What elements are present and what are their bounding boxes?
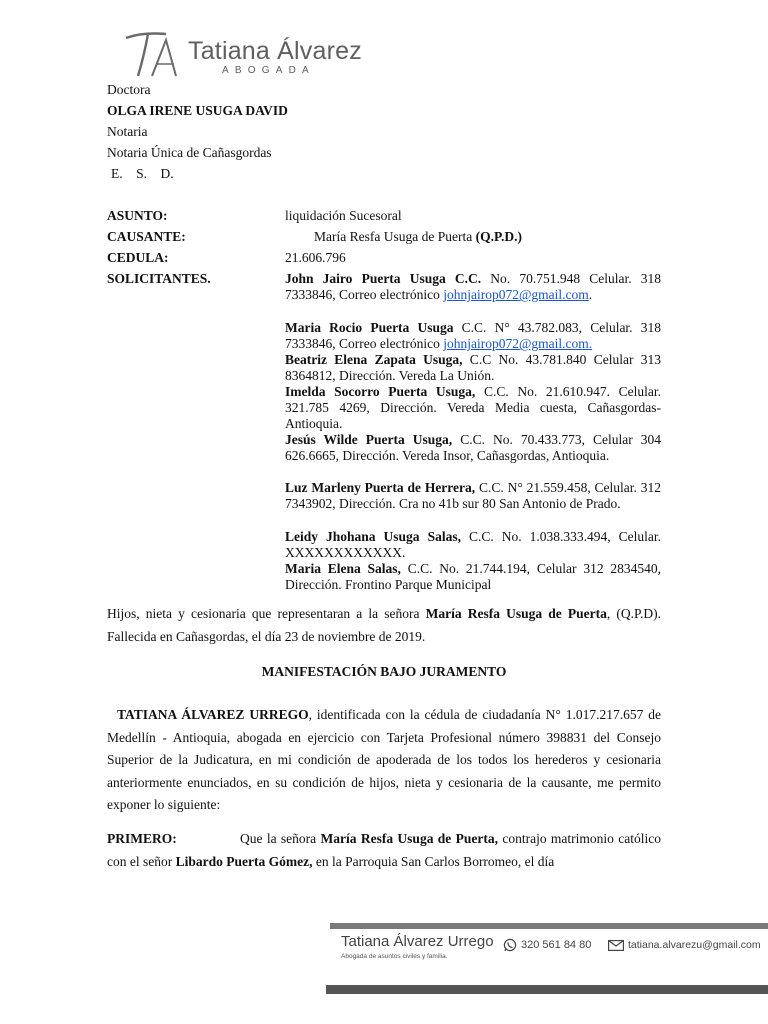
footer-phone: 320 561 84 80: [521, 939, 592, 951]
asunto-label: ASUNTO:: [107, 208, 168, 223]
solicitante-2: Maria Rocio Puerta Usuga C.C. N° 43.782.083, Celular. 318 7333846, Correo electrónico johnjairop072@gmail.com.: [285, 320, 661, 352]
asunto-value: liquidación Sucesoral: [285, 208, 402, 223]
footer-subtitle: Abogada de asuntos civiles y familia.: [341, 953, 448, 960]
solicitante-4: Imelda Socorro Puerta Usuga, C.C. No. 21.610.947. Celular. 321.785 4269, Dirección. Vereda Media cuesta, Cañasgordas-Antioquia.: [285, 384, 661, 432]
recipient-name: OLGA IRENE USUGA DAVID: [107, 103, 288, 118]
email-link[interactable]: johnjairop072@gmail.com.: [443, 336, 593, 352]
footer-divider-bottom: [326, 985, 768, 994]
whatsapp-icon: [503, 938, 517, 952]
cedula-label: CEDULA:: [107, 250, 169, 265]
logo-name: Tatiana Álvarez: [188, 37, 362, 65]
solicitante-8: Maria Elena Salas, C.C. No. 21.744.194, Celular 312 2834540, Dirección. Frontino Parque Municipal: [285, 561, 661, 593]
recipient-role: Notaria: [107, 124, 148, 139]
solicitante-6: Luz Marleny Puerta de Herrera, C.C. N° 21.559.458, Celular. 312 7343902, Dirección. Cra no 41b sur 80 San Antonio de Prado.: [285, 480, 661, 512]
footer-email: tatiana.alvarezu@gmail.com: [628, 939, 761, 951]
solicitante-1: John Jairo Puerta Usuga C.C. No. 70.751.948 Celular. 318 7333846, Correo electrónico johnjairop072@gmail.com.: [285, 271, 661, 303]
solicitante-3: Beatriz Elena Zapata Usuga, C.C No. 43.781.840 Celular 313 8364812, Dirección. Vereda La Unión.: [285, 352, 661, 384]
footer-name: Tatiana Álvarez Urrego: [341, 933, 494, 950]
solicitante-7: Leidy Jhohana Usuga Salas, C.C. No. 1.038.333.494, Celular. XXXXXXXXXXXX.: [285, 529, 662, 561]
intro-paragraph: Hijos, nieta y cesionaria que representaran a la señora María Resfa Usuga de Puerta, (Q.P.D). Fallecida en Cañasgordas, el día 23 de noviembre de 2019.: [107, 606, 661, 644]
causante-value: María Resfa Usuga de Puerta (Q.P.D.): [314, 229, 522, 244]
recipient-office: Notaria Única de Cañasgordas: [107, 145, 272, 160]
email-link[interactable]: johnjairop072@gmail.com: [443, 287, 589, 303]
logo-monogram-icon: [122, 28, 182, 80]
causante-label: CAUSANTE:: [107, 229, 186, 244]
cedula-value: 21.606.796: [285, 250, 346, 265]
footer-divider-top: [330, 923, 768, 929]
logo-subtitle: ABOGADA: [222, 65, 315, 76]
esd: E. S. D.: [111, 166, 174, 181]
declaration-paragraph: TATIANA ÁLVAREZ URREGO, identificada con la cédula de ciudadanía N° 1.017.217.657 de Medellín - Antioquia, abogada en ejercicio con Tarjeta Profesional número 398831 del Consejo Superior de la Judicatura, en mi condición de apoderada de los todos los herederos y cesionaria anteriormente enunciados, en su condición de hijos, nieta y cesionaria de la causante, me permito exponer lo siguiente:: [107, 707, 662, 812]
solicitante-5: Jesús Wilde Puerta Usuga, C.C. No. 70.433.773, Celular 304 626.6665, Dirección. Vereda Insor, Cañasgordas, Antioquia.: [285, 432, 661, 464]
salutation: Doctora: [107, 82, 151, 97]
solicitantes-label: SOLICITANTES.: [107, 271, 211, 286]
mail-icon: [608, 940, 624, 951]
section-heading: MANIFESTACIÓN BAJO JURAMENTO: [261, 664, 507, 679]
primero-paragraph: PRIMERO: Que la señora María Resfa Usuga de Puerta, contrajo matrimonio católico con el señor Libardo Puerta Gómez, en la Parroquia San Carlos Borromeo, el día: [107, 831, 661, 869]
